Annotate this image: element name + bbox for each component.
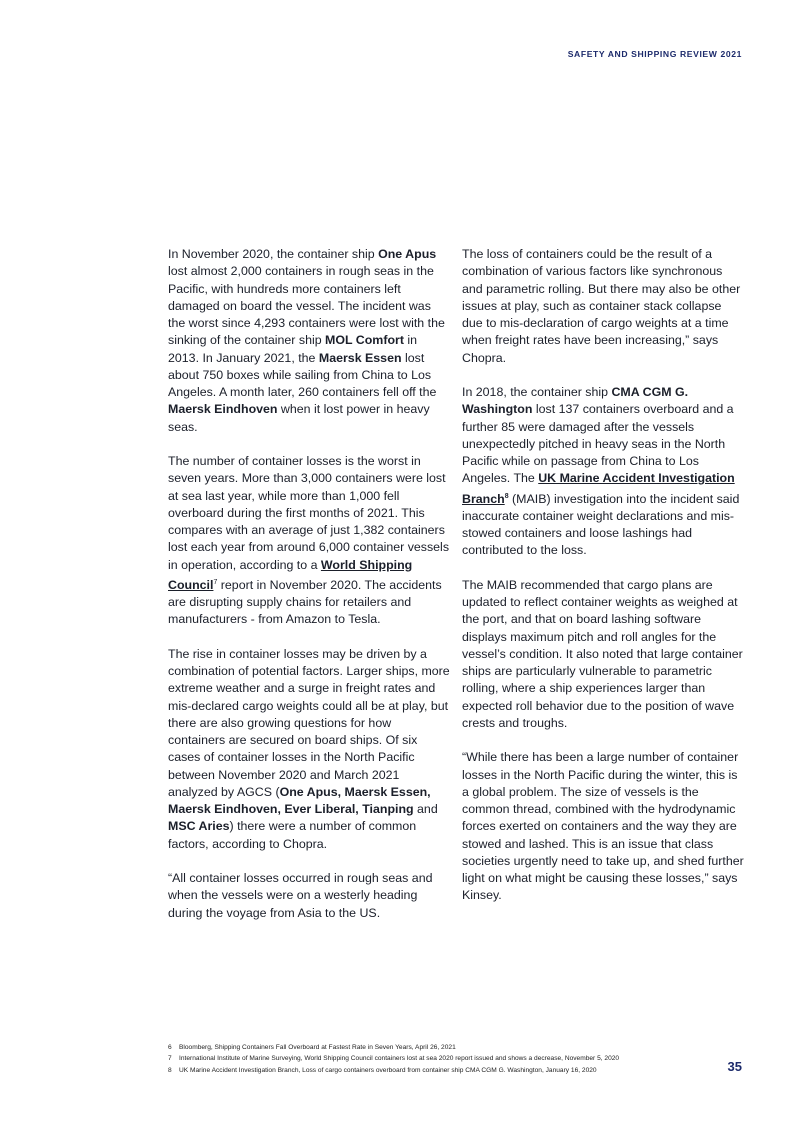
paragraph: “All container losses occurred in rough seas and when the vessels were on a westerly heading during the voyage from Asia to the US.	[168, 871, 433, 920]
paragraph: The number of container losses is the worst in seven years. More than 3,000 containers were lost at sea last year, while more than 1,000 fell overboard during the first months of 2021. This compares with an average of just 1,382 containers lost each year from around 6,000 container vessels in operation, according to a World Shipping Council$^7$ report in November 2020. The accidents are disrupting supply chains for retailers and manufacturers - from Amazon to Tesla.	[168, 454, 450, 627]
running-header: SAFETY AND SHIPPING REVIEW 2021	[567, 49, 742, 59]
ship-name: CMA CGM G. Washington	[462, 385, 689, 417]
footnote: 6 Bloomberg, Shipping Containers Fall Overboard at Fastest Rate in Seven Years, April 26, 2021	[168, 1044, 456, 1051]
paragraph: “While there has been a large number of container losses in the North Pacific during the winter, this is a global problem. The size of vessels is the common thread, combined with the hydrodynamic forces exerted on containers and the way they are stowed and lashed. This is an issue that class societies urgently need to take up, and shed further light on what might be causing these losses,” says Kinsey.	[462, 750, 744, 903]
ship-name: One Apus	[378, 247, 437, 261]
footnote-ref: 8	[504, 492, 509, 500]
ship-name: MOL Comfort	[325, 333, 404, 348]
right-column	[462, 246, 744, 922]
footnotes	[168, 1042, 728, 1076]
footnote-ref: 7	[213, 578, 218, 586]
paragraph: The MAIB recommended that cargo plans are updated to reflect container weights as weighed at the port, and that on board lashing software displays maximum pitch and roll angles for the vessel’s condition. It also noted that large container ships are particularly vulnerable to parametric rolling, where a ship experiences larger than expected roll behavior due to the position of wave crests and troughs.	[462, 577, 743, 730]
paragraph: The loss of containers could be the result of a combination of various factors like synchronous and parametric rolling. But there may also be other issues at play, such as container stack collapse due to mis-declaration of cargo weights at a time when freight rates have been increasing,” says Chopra.	[462, 247, 741, 365]
ship-names: One Apus, Maersk Essen, Maersk Eindhoven, Ever Liberal, Tianping	[168, 784, 431, 817]
left-column	[168, 246, 450, 939]
page-number: 35	[727, 1059, 742, 1074]
paragraph: In 2018, the container ship CMA CGM G. Washington lost 137 containers overboard and a further 85 were damaged after the vessels unexpectedly pitched in heavy seas in the North Pacific while on passage from China to Los Angeles. The UK Marine Accident Investigation Branch$^8$ (MAIB) investigation into the incident said inaccurate container weight declarations and mis-stowed containers and loose lashings had contributed to the loss.	[462, 385, 740, 558]
paragraph: The rise in container losses may be driven by a combination of potential factors. Larger ships, more extreme weather and a surge in freight rates and mis-declared cargo weights could all be at play, but there are also growing questions for how containers are secured on board ships. Of six cases of container losses in the North Pacific between November 2020 and March 2021 analyzed by AGCS (One Apus, Maersk Essen, Maersk Eindhoven, Ever Liberal, Tianping and MSC Aries) there were a number of common factors, according to Chopra.	[168, 646, 450, 851]
footnote: 7 International Institute of Marine Surveying, World Shipping Council containers lost at sea 2020 report issued and shows a decrease, November 5, 2020	[168, 1055, 620, 1063]
ship-name: Maersk Essen	[318, 350, 402, 365]
maib-link[interactable]: UK Marine Accident Investigation Branch	[462, 471, 735, 506]
footnote: 8 UK Marine Accident Investigation Branch, Loss of cargo containers overboard from container ship CMA CGM G. Washington, January 16, 2020	[168, 1066, 597, 1074]
world-shipping-council-link[interactable]: World Shipping Council	[168, 557, 413, 592]
ship-name: Maersk Eindhoven	[168, 402, 278, 417]
ship-name: MSC Aries	[168, 819, 230, 834]
paragraph: In November 2020, the container ship One Apus lost almost 2,000 containers in rough seas in the Pacific, with hundreds more containers left damaged on board the vessel. The incident was the worst since 4,293 containers were lost with the sinking of the container ship MOL Comfort in 2013. In January 2021, the Maersk Essen lost about 750 boxes while sailing from China to Los Angeles. A month later, 260 containers fell off the Maersk Eindhoven when it lost power in heavy seas.	[168, 247, 445, 434]
